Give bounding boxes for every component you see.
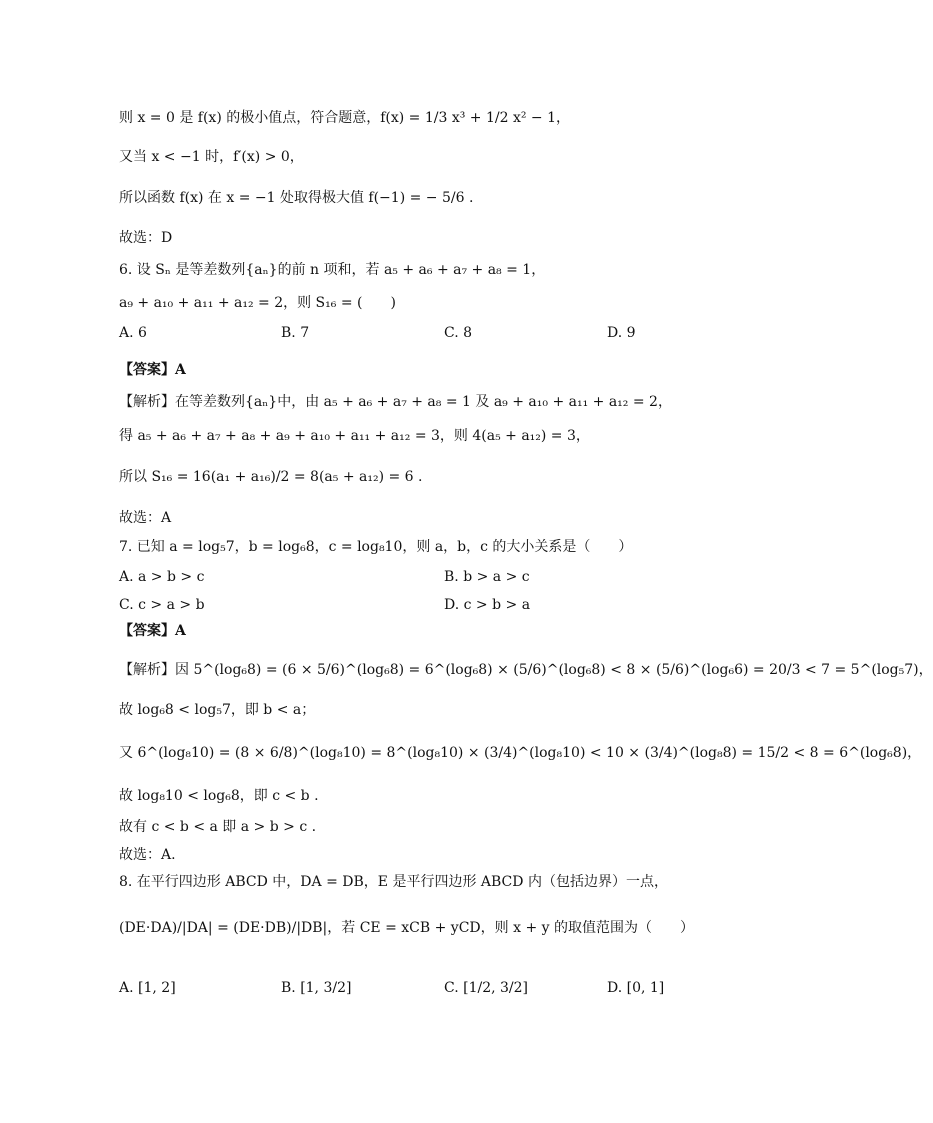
q7-option-c: C. c > a > b bbox=[119, 597, 205, 613]
analysis-7-line-3: 又 6^(log₈10) = (8 × 6/8)^(log₈10) = 8^(log₈10) × (3/4)^(log₈10) < 10 × (3/4)^(log₈8) = 15/2 < 8 = 6^(log₆8)， bbox=[119, 745, 922, 761]
q8-option-c: C. [1/2, 3/2] bbox=[444, 980, 528, 996]
analysis-7-line-1: 【解析】因 5^(log₆8) = (6 × 5/6)^(log₆8) = 6^(log₆8) × (5/6)^(log₆8) < 8 × (5/6)^(log₆6) = 20/3 < 7 = 5^(log₅7)， bbox=[119, 662, 933, 678]
question-6-line-2: a₉ + a₁₀ + a₁₁ + a₁₂ = 2，则 S₁₆ = ( ) bbox=[119, 295, 396, 311]
answer-6: 【答案】A bbox=[119, 362, 186, 378]
q6-option-a: A. 6 bbox=[119, 325, 147, 341]
q7-option-d: D. c > b > a bbox=[444, 597, 531, 613]
analysis-6-line-2: 得 a₅ + a₆ + a₇ + a₈ + a₉ + a₁₀ + a₁₁ + a₁₂ = 3，则 4(a₅ + a₁₂) = 3， bbox=[119, 428, 590, 444]
analysis-7-line-4: 故 log₈10 < log₆8，即 c < b . bbox=[119, 788, 319, 804]
q7-option-a: A. a > b > c bbox=[119, 569, 205, 585]
line-1: 则 x = 0 是 f(x) 的极小值点，符合题意，f(x) = 1/3 x³ + 1/2 x² − 1， bbox=[119, 110, 571, 126]
line-3: 所以函数 f(x) 在 x = −1 处取得极大值 f(−1) = − 5/6 . bbox=[119, 190, 474, 206]
analysis-7-line-6: 故选：A. bbox=[119, 847, 176, 863]
q8-option-b: B. [1, 3/2] bbox=[281, 980, 352, 996]
analysis-7-line-2: 故 log₆8 < log₅7，即 b < a； bbox=[119, 702, 316, 718]
analysis-6-line-3: 所以 S₁₆ = 16(a₁ + a₁₆)/2 = 8(a₅ + a₁₂) = 6 . bbox=[119, 469, 423, 485]
question-6-line-1: 6. 设 Sₙ 是等差数列{aₙ}的前 n 项和，若 a₅ + a₆ + a₇ + a₈ = 1， bbox=[119, 262, 546, 278]
question-8-line-2: (DE·DA)/|DA| = (DE·DB)/|DB|，若 CE = xCB + yCD，则 x + y 的取值范围为（ ） bbox=[119, 920, 694, 936]
q8-option-d: D. [0, 1] bbox=[607, 980, 665, 996]
q8-option-a: A. [1, 2] bbox=[119, 980, 176, 996]
q7-option-b: B. b > a > c bbox=[444, 569, 530, 585]
q6-option-b: B. 7 bbox=[281, 325, 310, 341]
answer-7: 【答案】A bbox=[119, 623, 186, 639]
analysis-7-line-5: 故有 c < b < a 即 a > b > c . bbox=[119, 819, 317, 835]
q6-option-d: D. 9 bbox=[607, 325, 636, 341]
line-2: 又当 x < −1 时，f′(x) > 0， bbox=[119, 149, 304, 165]
q6-option-c: C. 8 bbox=[444, 325, 473, 341]
question-8-line-1: 8. 在平行四边形 ABCD 中，DA = DB，E 是平行四边形 ABCD 内（包括边界）一点， bbox=[119, 874, 668, 890]
analysis-6-line-4: 故选：A bbox=[119, 510, 172, 526]
analysis-6-line-1: 【解析】在等差数列{aₙ}中，由 a₅ + a₆ + a₇ + a₈ = 1 及 a₉ + a₁₀ + a₁₁ + a₁₂ = 2， bbox=[119, 394, 672, 410]
question-7: 7. 已知 a = log₅7，b = log₆8，c = log₈10，则 a，b，c 的大小关系是（ ） bbox=[119, 539, 633, 555]
line-4: 故选：D bbox=[119, 230, 173, 246]
